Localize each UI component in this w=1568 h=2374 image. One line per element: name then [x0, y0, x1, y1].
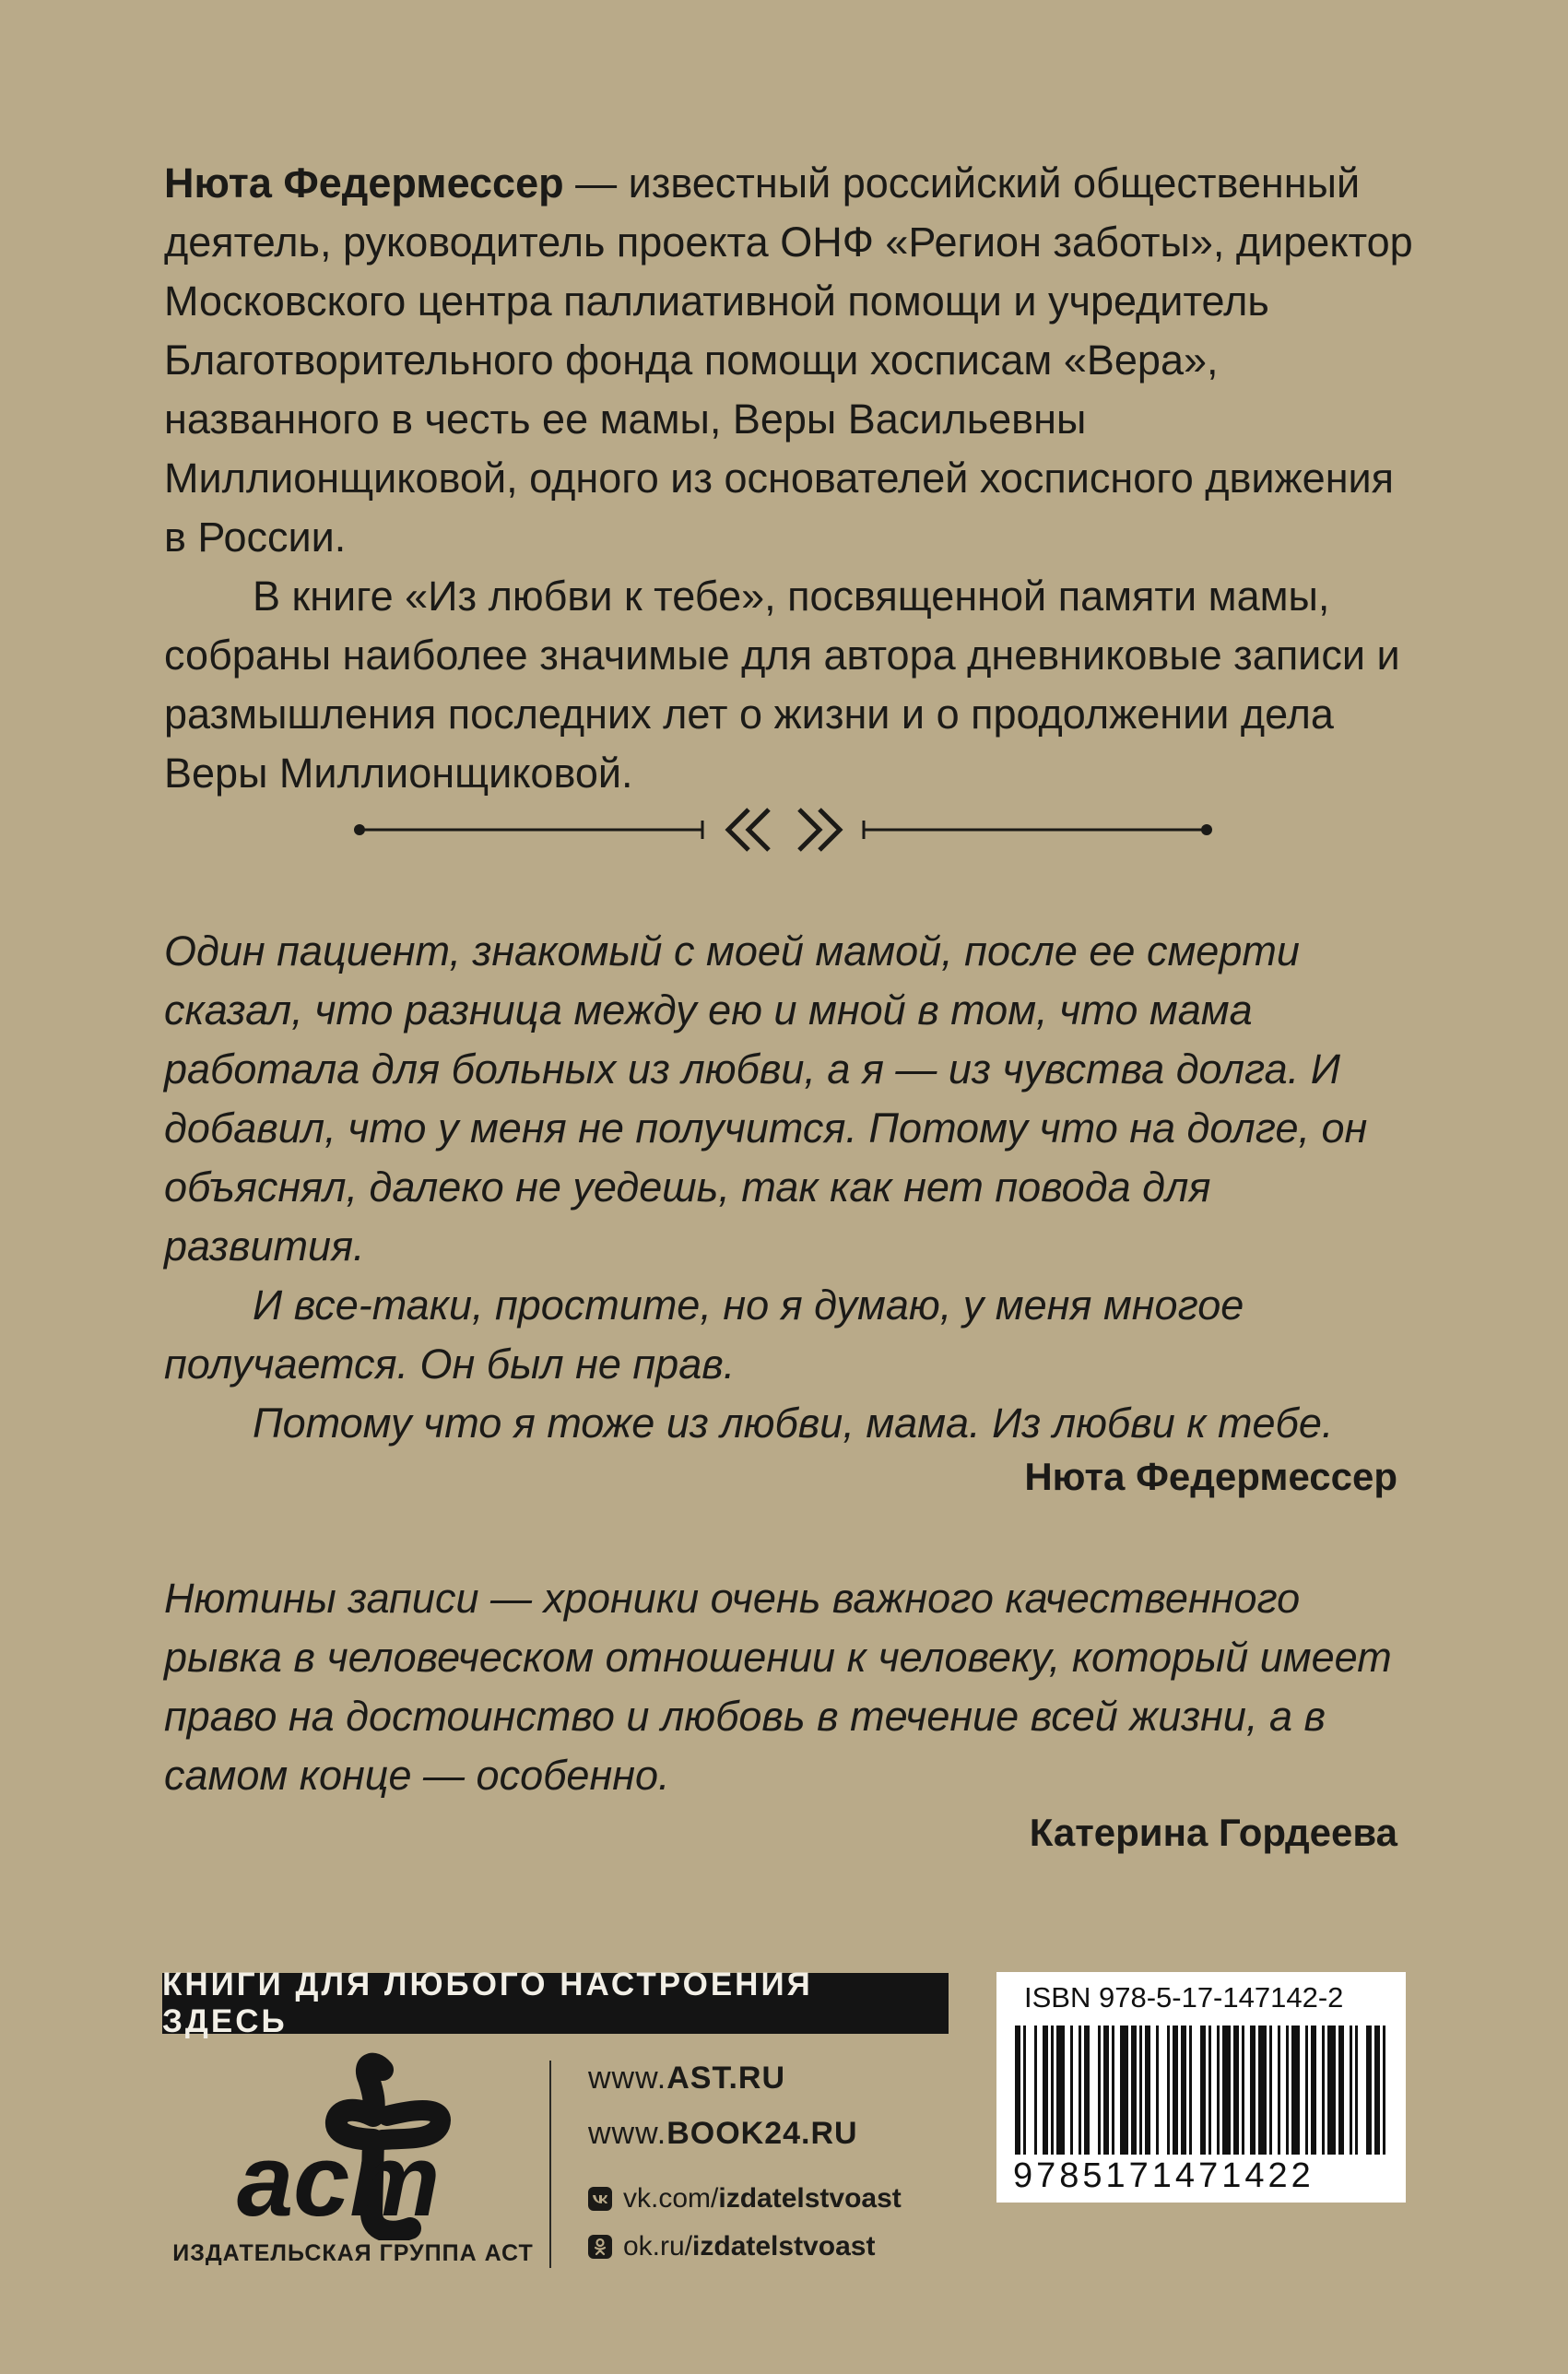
bio-paragraph-1 — [164, 154, 1418, 567]
barcode-bar — [1181, 2026, 1186, 2155]
barcode-bar — [1051, 2026, 1054, 2155]
barcode-bar — [1139, 2026, 1142, 2155]
publisher-logo — [235, 2051, 475, 2240]
barcode-bar — [1366, 2026, 1372, 2155]
barcode — [1015, 2026, 1387, 2155]
barcode-bar — [1043, 2026, 1048, 2155]
barcode-digits: 9785171471422 — [1013, 2156, 1315, 2195]
quote2-text: Нютины записи — хроники очень важного качественного рывка в человеческом отношении к человеку, который имеет право на достоинство и любовь в течение всей жизни, а в самом конце — особенно. — [164, 1575, 1392, 1799]
barcode-bar — [1269, 2026, 1272, 2155]
quote1-paragraph-3: Потому что я тоже из любви, мама. Из любви к тебе. — [253, 1400, 1334, 1447]
barcode-bar — [1131, 2026, 1137, 2155]
link-ok[interactable]: ok.ru/ izdatelstvoast — [588, 2231, 875, 2262]
barcode-bar — [1291, 2026, 1300, 2155]
bio-paragraph-2: В книге «Из любви к тебе», посвященной памяти мамы, собраны наиболее значимые для автора дневниковые записи и размышления последних лет о жизни и о продолжении дела Веры Миллионщиковой. — [164, 573, 1400, 797]
quote1-paragraph-2: И все-таки, простите, но я думаю, у меня многое получается. Он был не прав. — [164, 1281, 1244, 1388]
barcode-bar — [1250, 2026, 1256, 2155]
barcode-bar — [1015, 2026, 1020, 2155]
barcode-bar — [1156, 2026, 1159, 2155]
quote2-signature: Катерина Гордеева — [1029, 1811, 1397, 1854]
link-ast[interactable]: www.AST.RU — [588, 2061, 786, 2096]
barcode-bar — [1173, 2026, 1178, 2155]
barcode-bar — [1258, 2026, 1267, 2155]
barcode-bar — [1112, 2026, 1114, 2155]
barcode-bar — [1222, 2026, 1231, 2155]
barcode-bar — [1242, 2026, 1244, 2155]
barcode-bar — [1374, 2026, 1380, 2155]
barcode-bar — [1305, 2026, 1308, 2155]
barcode-bar — [1079, 2026, 1081, 2155]
link-book24[interactable]: www.BOOK24.RU — [588, 2116, 858, 2151]
barcode-bar — [1200, 2026, 1206, 2155]
quote-block-1 — [164, 922, 1418, 1453]
barcode-bar — [1208, 2026, 1211, 2155]
barcode-bar — [1327, 2026, 1336, 2155]
quote-block-2 — [164, 1569, 1418, 1805]
barcode-bar — [1322, 2026, 1325, 2155]
bio-text: — известный российский общественный деятель, руководитель проекта ОНФ «Регион заботы», директор Московского центра паллиативной помощи и учредитель Благотворительного фонда помощи хосписам «Вера», названного в честь ее мамы, Веры Васильевны Миллионщиковой, одного из основателей хосписного движения в России. — [164, 159, 1413, 561]
odnoklassniki-icon — [588, 2235, 612, 2259]
barcode-bar — [1084, 2026, 1090, 2155]
barcode-bar — [1383, 2026, 1385, 2155]
barcode-bar — [1311, 2026, 1316, 2155]
ornament-chevrons-icon — [728, 809, 840, 850]
quote1-paragraph-1: Один пациент, знакомый с моей мамой, после ее смерти сказал, что разница между ею и мной в том, что мама работала для больных из любви, а я — из чувства долга. И добавил, что у меня не получится. Потому что на долге, он объяснял, далеко не уедешь, так как нет повода для развития. — [164, 927, 1368, 1270]
barcode-bar — [1098, 2026, 1101, 2155]
publisher-name: ИЗДАТЕЛЬСКАЯ ГРУППА АСТ — [172, 2240, 534, 2266]
author-name: Нюта Федермессер — [164, 159, 564, 207]
barcode-bar — [1338, 2026, 1344, 2155]
isbn-barcode-block — [996, 1972, 1406, 2203]
barcode-bar — [1145, 2026, 1150, 2155]
promo-banner: КНИГИ ДЛЯ ЛЮБОГО НАСТРОЕНИЯ ЗДЕСЬ — [162, 1973, 949, 2034]
divider-line — [549, 2061, 551, 2268]
author-bio — [164, 154, 1418, 803]
barcode-bar — [1350, 2026, 1352, 2155]
quote1-signature: Нюта Федермессер — [1024, 1455, 1397, 1498]
logo-text: аст — [237, 2124, 441, 2238]
barcode-bar — [1355, 2026, 1358, 2155]
vk-icon — [588, 2187, 612, 2211]
barcode-bar — [1189, 2026, 1192, 2155]
link-vk[interactable]: vk.com/ izdatelstvoast — [588, 2183, 902, 2215]
barcode-bar — [1056, 2026, 1065, 2155]
barcode-bar — [1120, 2026, 1128, 2155]
barcode-bar — [1103, 2026, 1109, 2155]
barcode-bar — [1278, 2026, 1280, 2155]
isbn-label: ISBN 978-5-17-147142-2 — [1024, 1981, 1344, 2014]
barcode-bar — [1023, 2026, 1026, 2155]
barcode-bar — [1217, 2026, 1220, 2155]
barcode-bar — [1233, 2026, 1239, 2155]
barcode-bar — [1034, 2026, 1037, 2155]
barcode-bar — [1070, 2026, 1073, 2155]
ornament-divider — [352, 802, 1214, 857]
barcode-bar — [1167, 2026, 1170, 2155]
barcode-bar — [1286, 2026, 1289, 2155]
